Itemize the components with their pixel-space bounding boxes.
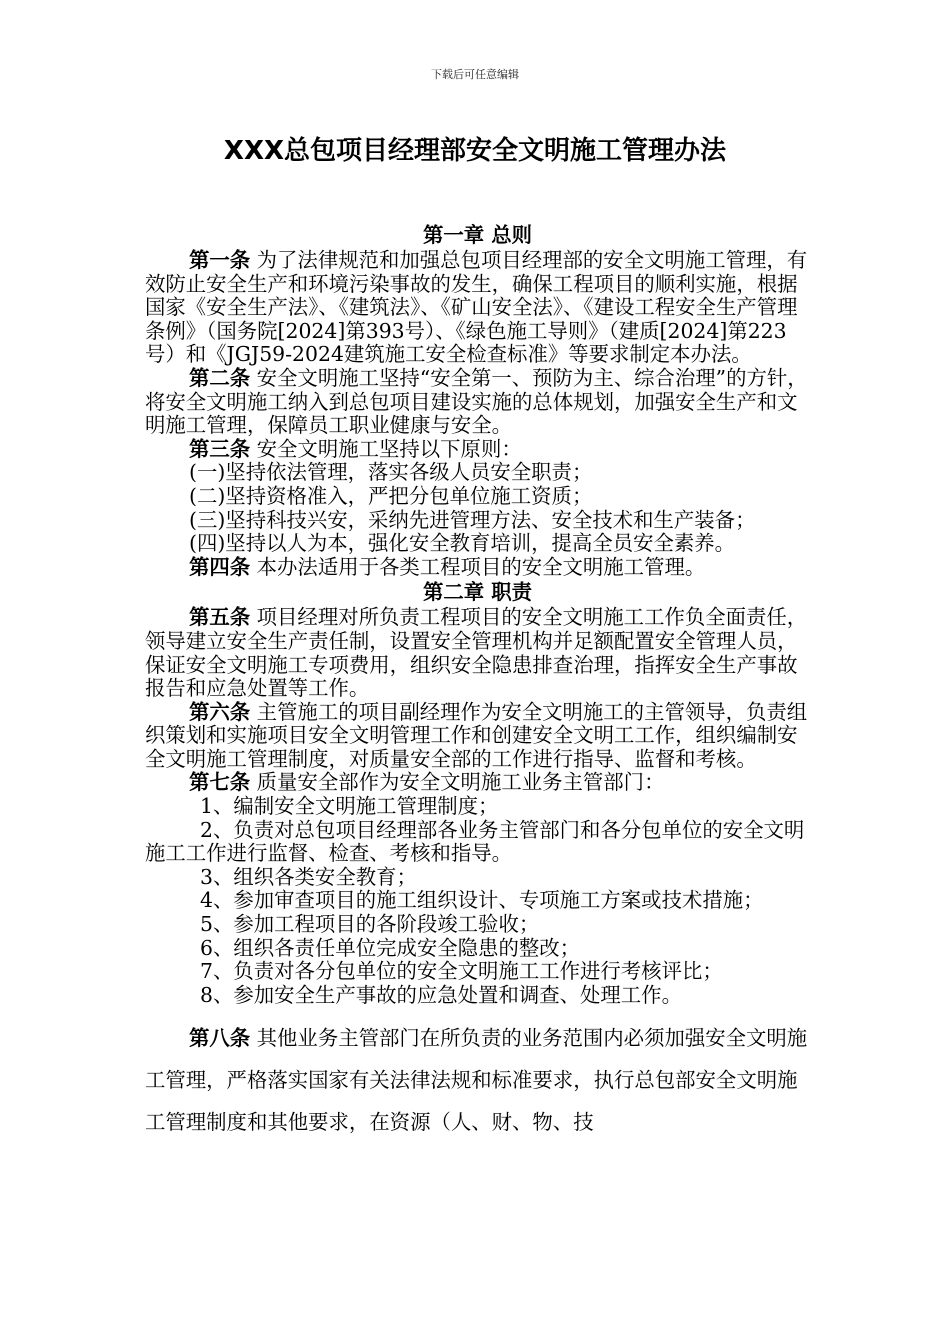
article-1 — [145, 249, 810, 367]
list-item: 3、组织各类安全教育； — [200, 864, 417, 889]
article-label: 第五条 — [189, 605, 251, 630]
article-text: 为了法律规范和加强总包项目经理部的安全文明施工管理，有效防止安全生产和环境污染事故的发生，确保工程项目的顺利实施，根据国家《安全生产法》、《建筑法》、《矿山安全法》、《建设工程安全生产管理条例》（国务院[2024]第393号）、《绿色施工导则》（建质[2024]第223号）和《JGJ59-2024建筑施工安全检查标准》等要求制定本办法。 — [145, 248, 808, 367]
list-item: 7、负责对各分包单位的安全文明施工工作进行考核评比； — [200, 959, 723, 984]
list-item: 6、组织各责任单位完成安全隐患的整改； — [200, 935, 581, 960]
article-text: 主管施工的项目副经理作为安全文明施工的主管领导，负责组织策划和实施项目安全文明管理工作和创建安全文明工工作，组织编制安全文明施工管理制度，对质量安全部的工作进行指导、监督和考核。 — [145, 699, 808, 771]
article-label: 第二条 — [189, 365, 251, 390]
document-body — [145, 222, 810, 1143]
list-item: 5、参加工程项目的各阶段竣工验收； — [200, 912, 540, 937]
article-text: 安全文明施工坚持“安全第一、预防为主、综合治理”的方针，将安全文明施工纳入到总包项目建设实施的总体规划，加强安全生产和文明施工管理，保障员工职业健康与安全。 — [145, 365, 808, 438]
article-2 — [145, 367, 810, 438]
article-7 — [145, 771, 810, 795]
chapter-heading-1: 第一章 总则 — [422, 223, 533, 247]
article-text: 安全文明施工坚持以下原则： — [250, 436, 522, 461]
header-note: 下载后可任意编辑 — [431, 68, 519, 81]
article-text: 项目经理对所负责工程项目的安全文明施工工作负全面责任，领导建立安全生产责任制，设置安全管理机构并足额配置安全管理人员，保证安全文明施工专项费用，组织安全隐患排查治理，指挥安全生产事故报告和应急处置等工作。 — [145, 605, 808, 701]
list-item: (三)坚持科技兴安，采纳先进管理方法、安全技术和生产装备； — [189, 507, 756, 532]
article-text: 质量安全部作为安全文明施工业务主管部门： — [250, 770, 665, 795]
list-item: 8、参加安全生产事故的应急处置和调查、处理工作。 — [200, 982, 682, 1007]
article-8 — [145, 1017, 810, 1143]
article-3 — [145, 438, 810, 462]
article-4 — [145, 556, 810, 580]
article-label: 第一条 — [189, 248, 251, 272]
article-text: 其他业务主管部门在所负责的业务范围内必须加强安全文明施工管理，严格落实国家有关法律法规和标准要求，执行总包部安全文明施工管理制度和其他要求，在资源（人、财、物、技 — [145, 1026, 808, 1135]
list-item: 2、负责对总包项目经理部各业务主管部门和各分包单位的安全文明施工工作进行监督、检查、考核和指导。 — [145, 817, 805, 866]
article-label: 第七条 — [189, 770, 251, 795]
list-item: 4、参加审查项目的施工组织设计、专项施工方案或技术措施； — [200, 888, 764, 913]
article-text: 本办法适用于各类工程项目的安全文明施工管理。 — [250, 554, 706, 579]
chapter-heading-2: 第二章 职责 — [422, 580, 533, 605]
article-label: 第三条 — [189, 436, 251, 461]
list-item: (四)坚持以人为本，强化安全教育培训，提高全员安全素养。 — [189, 531, 736, 556]
article-label: 第八条 — [189, 1026, 251, 1051]
article-5 — [145, 606, 810, 700]
list-item: (一)坚持依法管理，落实各级人员安全职责； — [189, 460, 593, 485]
article-label: 第六条 — [189, 699, 251, 724]
article-6 — [145, 701, 810, 772]
list-item: (二)坚持资格准入，严把分包单位施工资质； — [189, 483, 593, 508]
document-title: XXX总包项目经理部安全文明施工管理办法 — [223, 136, 727, 166]
list-item: 1、编制安全文明施工管理制度； — [200, 794, 499, 819]
article-label: 第四条 — [189, 554, 251, 579]
